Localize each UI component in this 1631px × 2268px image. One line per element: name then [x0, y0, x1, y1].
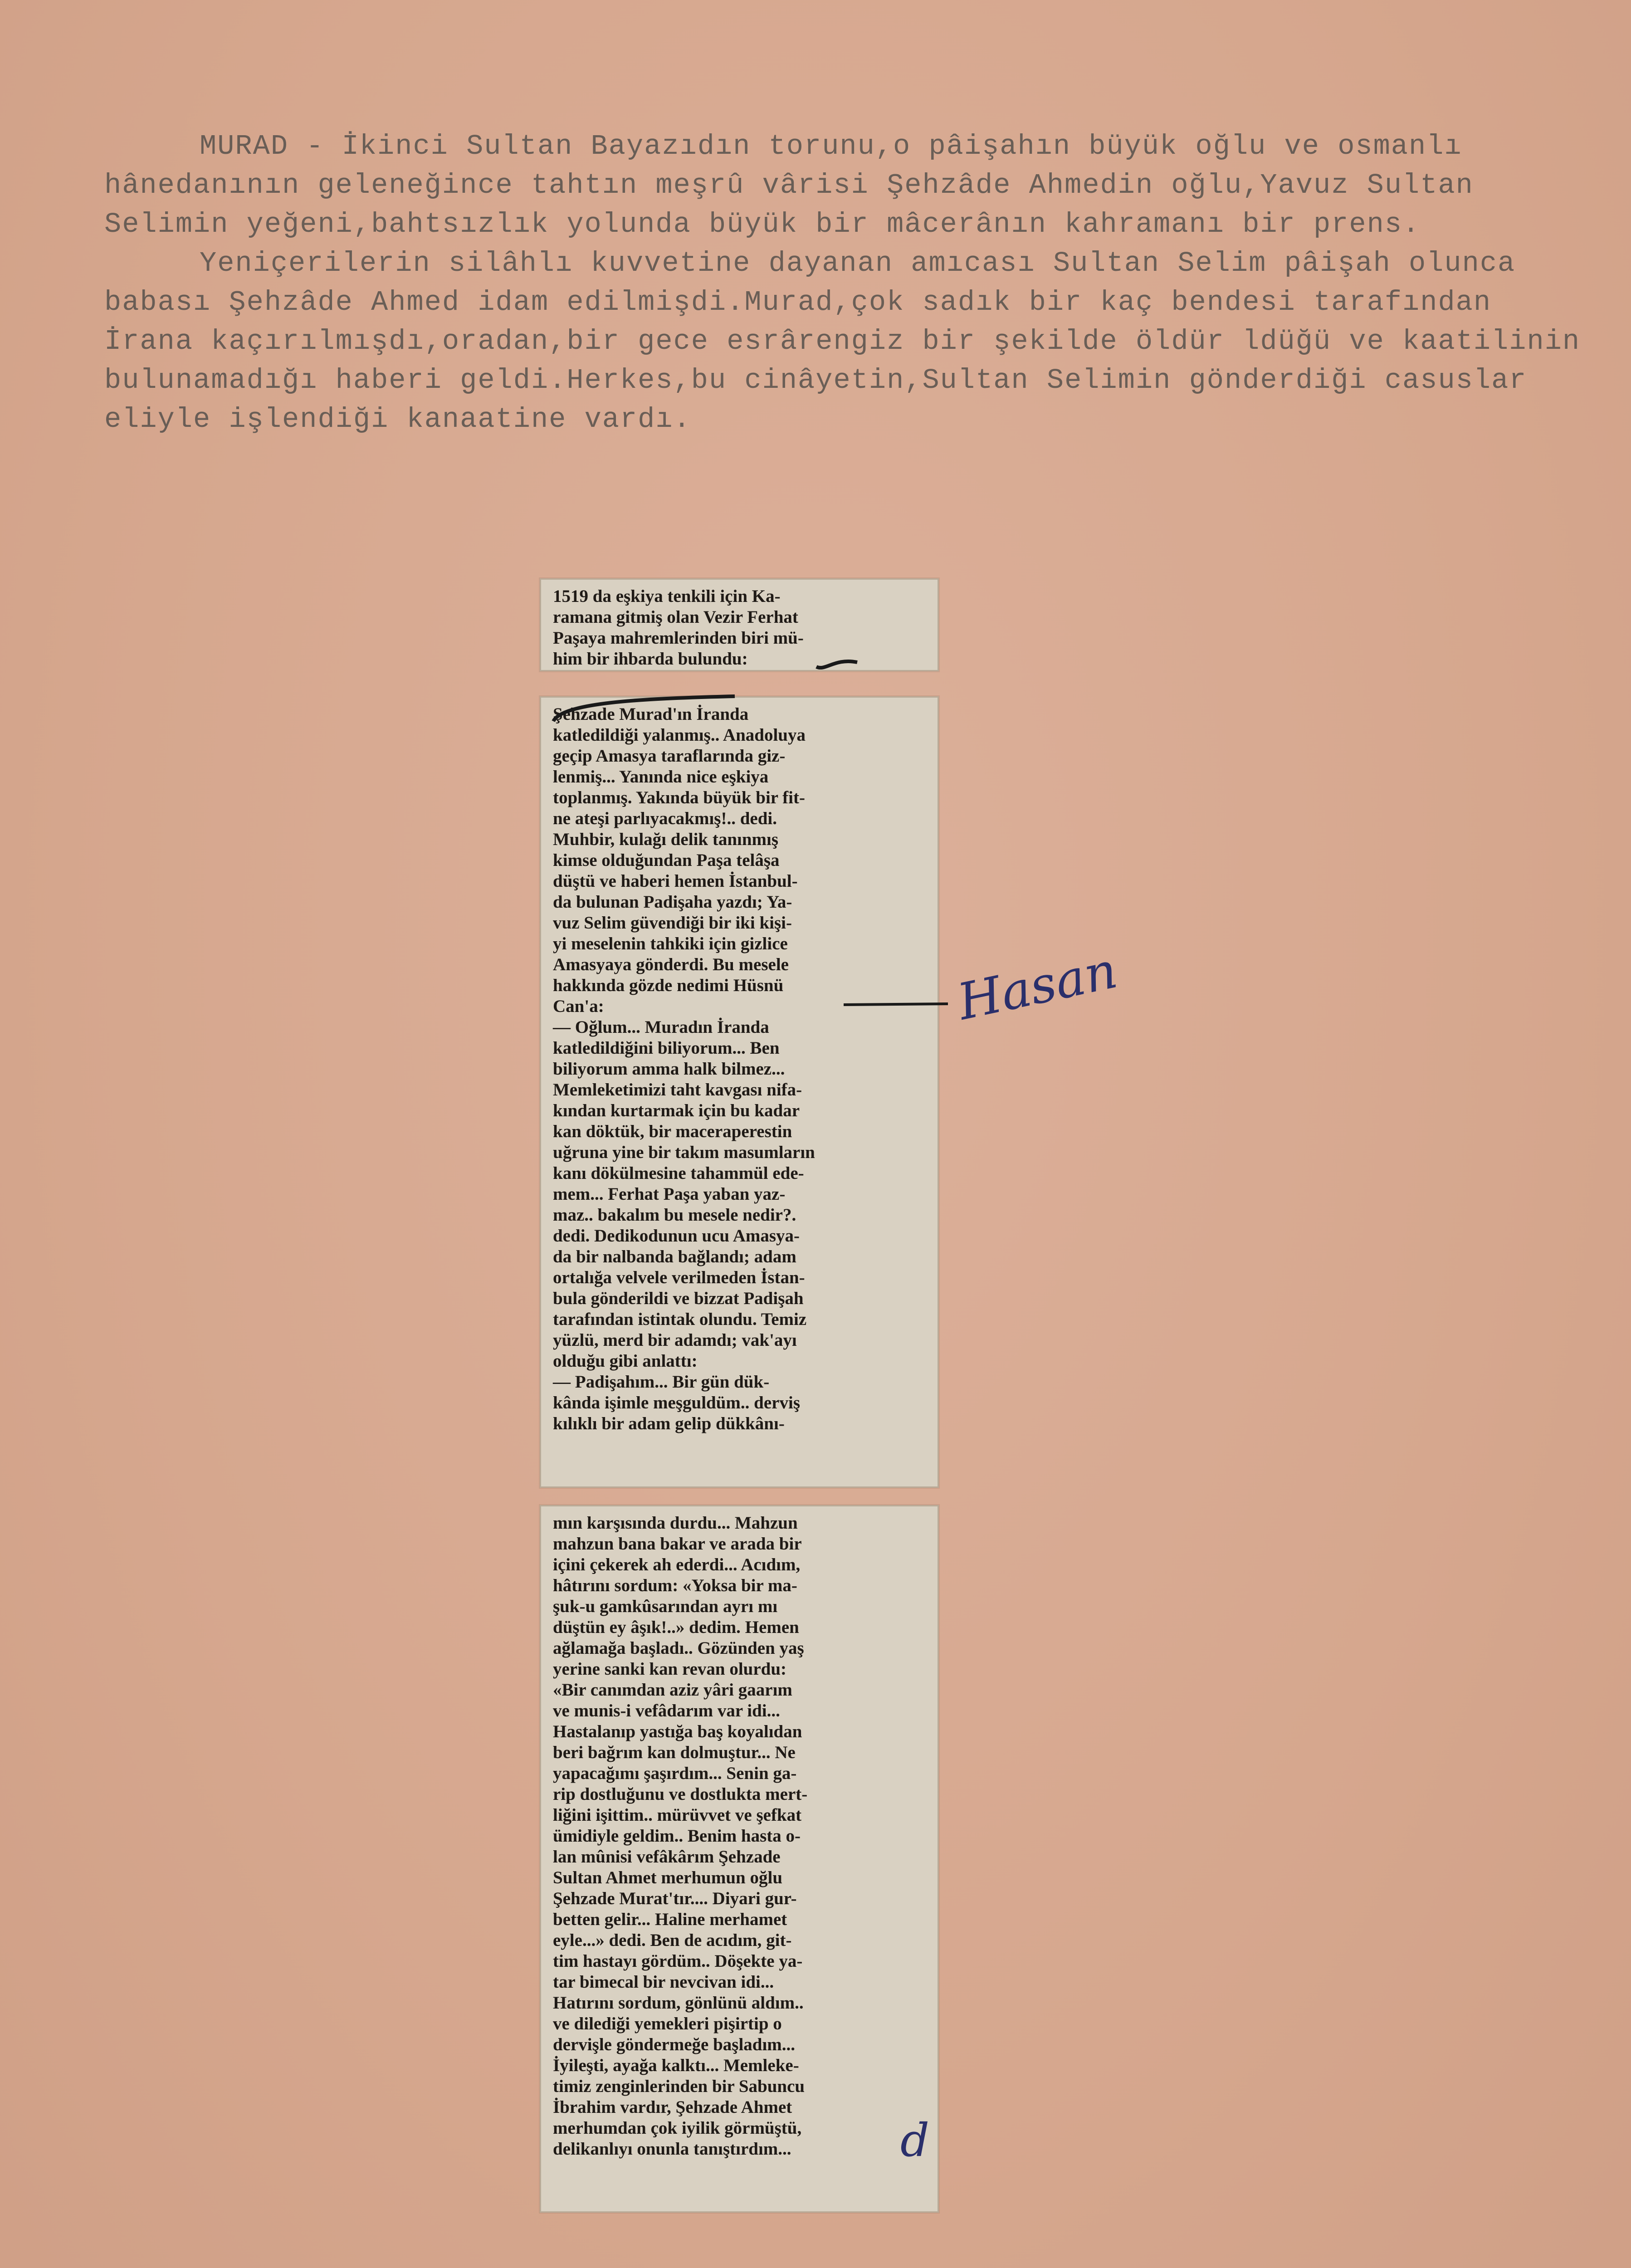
clipping-line: hakkında gözde nedimi Hüsnü — [553, 976, 784, 995]
clipping-line: Paşaya mahremlerinden biri mü- — [553, 628, 804, 648]
clipping-line: kimse olduğundan Paşa telâşa — [553, 850, 780, 870]
clipping-line: 1519 da eşkiya tenkili için Ka- — [553, 587, 781, 606]
clipping-line: kından kurtarmak için bu kadar — [553, 1101, 800, 1120]
clipping-line: vuz Selim güvendiği bir iki kişi- — [553, 913, 792, 933]
clipping-line: toplanmış. Yakında büyük bir fit- — [553, 788, 805, 807]
typed-line: İrana kaçırılmışdı,oradan,bir gece esrârengiz bir şekilde öldür ldüğü ve kaatilinin — [104, 325, 1581, 357]
clipping-line: «Bir canımdan aziz yâri gaarım — [553, 1680, 792, 1700]
clipping-line: him bir ihbarda bulundu: — [553, 649, 748, 669]
clipping-line: kânda işimle meşguldüm.. derviş — [553, 1393, 800, 1413]
clipping-line: merhumdan çok iyilik görmüştü, — [553, 2118, 802, 2138]
clipping-line: yi meselenin tahkiki için gizlice — [553, 934, 788, 953]
clipping-line: İbrahim vardır, Şehzade Ahmet — [553, 2097, 792, 2117]
clipping-line: mın karşısında durdu... Mahzun — [553, 1513, 798, 1533]
clipping-line: Can'a: — [553, 997, 604, 1016]
typed-line: Selimin yeğeni,bahtsızlık yolunda büyük bir mâcerânın kahramanı bir prens. — [104, 208, 1421, 240]
clipping-line: Amasyaya gönderdi. Bu mesele — [553, 955, 789, 974]
clipping-line: ümidiyle geldim.. Benim hasta o- — [553, 1826, 801, 1846]
clipping-line: hâtırını sordum: «Yoksa bir ma- — [553, 1576, 797, 1595]
clipping-line: Şehzade Murad'ın İranda — [553, 704, 749, 724]
clipping-line: ortalığa velvele verilmeden İstan- — [553, 1268, 805, 1287]
pen-arrow-mark — [544, 653, 871, 735]
clipping-line: Sultan Ahmet merhumun oğlu — [553, 1868, 783, 1887]
clipping-line: Muhbir, kulağı delik tanınmış — [553, 830, 779, 849]
clipping-line: ve munis-i vefâdarım var idi... — [553, 1701, 780, 1721]
clipping-line: katledildiği yalanmış.. Anadoluya — [553, 725, 806, 745]
clipping-line: dedi. Dedikodunun ucu Amasya- — [553, 1226, 800, 1246]
clipping-line: — Padişahım... Bir gün dük- — [553, 1372, 770, 1392]
clipping-line: Hastalanıp yastığa baş koyalıdan — [553, 1722, 802, 1741]
pen-strikeout-line — [844, 996, 948, 1014]
newspaper-clipping-continued — [540, 1505, 939, 2213]
clipping-line: Şehzade Murat'tır.... Diyari gur- — [553, 1889, 797, 1908]
clipping-line: yapacağımı şaşırdım... Senin ga- — [553, 1764, 797, 1783]
clipping-line: rip dostluğunu ve dostlukta mert- — [553, 1784, 808, 1804]
clipping-line: lenmiş... Yanında nice eşkiya — [553, 767, 769, 787]
clipping-line: da bulunan Padişaha yazdı; Ya- — [553, 892, 792, 912]
clipping-line: düştü ve haberi hemen İstanbul- — [553, 871, 798, 891]
clipping-line: Hatırını sordum, gönlünü aldım.. — [553, 1993, 804, 2013]
clipping-line: mahzun bana bakar ve arada bir — [553, 1534, 802, 1554]
clipping-line: kanı dökülmesine tahammül ede- — [553, 1163, 804, 1183]
clipping-line: geçip Amasya taraflarında giz- — [553, 746, 786, 766]
typed-line: bulunamadığı haberi geldi.Herkes,bu cinâyetin,Sultan Selimin gönderdiği casuslar — [104, 364, 1527, 396]
clipping-line: bula gönderildi ve bizzat Padişah — [553, 1289, 804, 1308]
clipping-line: — Oğlum... Muradın İranda — [553, 1017, 769, 1037]
clipping-line: kılıklı bir adam gelip dükkânı- — [553, 1414, 785, 1433]
handwritten-correction: Hasan — [952, 941, 1122, 1031]
clipping-line: tarafından istintak olundu. Temiz — [553, 1310, 807, 1329]
clipping-line: delikanlıyı onunla tanıştırdım... — [553, 2139, 791, 2159]
clipping-line: düştün ey âşık!..» dedim. Hemen — [553, 1618, 799, 1637]
clipping-line: timiz zenginlerinden bir Sabuncu — [553, 2077, 805, 2096]
typed-line: babası Şehzâde Ahmed idam edilmişdi.Murad,çok sadık bir kaç bendesi tarafından — [104, 286, 1492, 318]
clipping-line: uğruna yine bir takım masumların — [553, 1143, 815, 1162]
clipping-line: ağlamağa başladı.. Gözünden yaş — [553, 1638, 804, 1658]
clipping-line: dervişle göndermeğe başladım... — [553, 2035, 796, 2054]
clipping-line: şuk-u gamkûsarından ayrı mı — [553, 1597, 778, 1616]
clipping-line: kan döktük, bir maceraperestin — [553, 1122, 792, 1141]
clipping-line: ve dilediği yemekleri pişirtip o — [553, 2014, 782, 2033]
clipping-line: Memleketimizi taht kavgası nifa- — [553, 1080, 802, 1100]
typed-line: hânedanının geleneğince tahtın meşrû vârisi Şehzâde Ahmedin oğlu,Yavuz Sultan — [104, 169, 1474, 201]
typewritten-text — [104, 127, 1628, 439]
handwritten-letter: d — [900, 2114, 930, 2167]
clipping-line: biliyorum amma halk bilmez... — [553, 1059, 785, 1079]
clipping-line: katledildiğini biliyorum... Ben — [553, 1038, 780, 1058]
clipping-line: betten gelir... Haline merhamet — [553, 1910, 787, 1929]
clipping-line: liğini işittim.. mürüvvet ve şefkat — [553, 1805, 802, 1825]
typed-line: Yeniçerilerin silâhlı kuvvetine dayanan amıcası Sultan Selim pâişah olunca — [200, 247, 1516, 279]
clipping-line: tar bimecal bir nevcivan idi... — [553, 1972, 774, 1992]
clipping-line: da bir nalbanda bağlandı; adam — [553, 1247, 796, 1266]
typed-line: eliyle işlendiği kanaatine vardı. — [104, 403, 691, 435]
clipping-line: içini çekerek ah ederdi... Acıdım, — [553, 1555, 801, 1574]
clipping-line: yerine sanki kan revan olurdu: — [553, 1659, 787, 1679]
clipping-line: ne ateşi parlıyacakmış!.. dedi. — [553, 809, 777, 828]
clipping-line: İyileşti, ayağa kalktı... Memleke- — [553, 2056, 799, 2075]
typed-line: MURAD - İkinci Sultan Bayazıdın torunu,o pâişahın büyük oğlu ve osmanlı — [200, 130, 1462, 162]
clipping-line: maz.. bakalım bu mesele nedir?. — [553, 1205, 796, 1225]
clipping-line: ramana gitmiş olan Vezir Ferhat — [553, 607, 798, 627]
clipping-line: tim hastayı gördüm.. Döşekte ya- — [553, 1951, 803, 1971]
clipping-line: lan mûnisi vefâkârım Şehzade — [553, 1847, 781, 1867]
clipping-line: yüzlü, merd bir adamdı; vak'ayı — [553, 1330, 797, 1350]
clipping-line: beri bağrım kan dolmuştur... Ne — [553, 1743, 796, 1762]
clipping-line: eyle...» dedi. Ben de acıdım, git- — [553, 1931, 792, 1950]
newspaper-clipping-story — [540, 696, 939, 1488]
clipping-line: mem... Ferhat Paşa yaban yaz- — [553, 1184, 786, 1204]
clipping-line: olduğu gibi anlattı: — [553, 1351, 698, 1371]
